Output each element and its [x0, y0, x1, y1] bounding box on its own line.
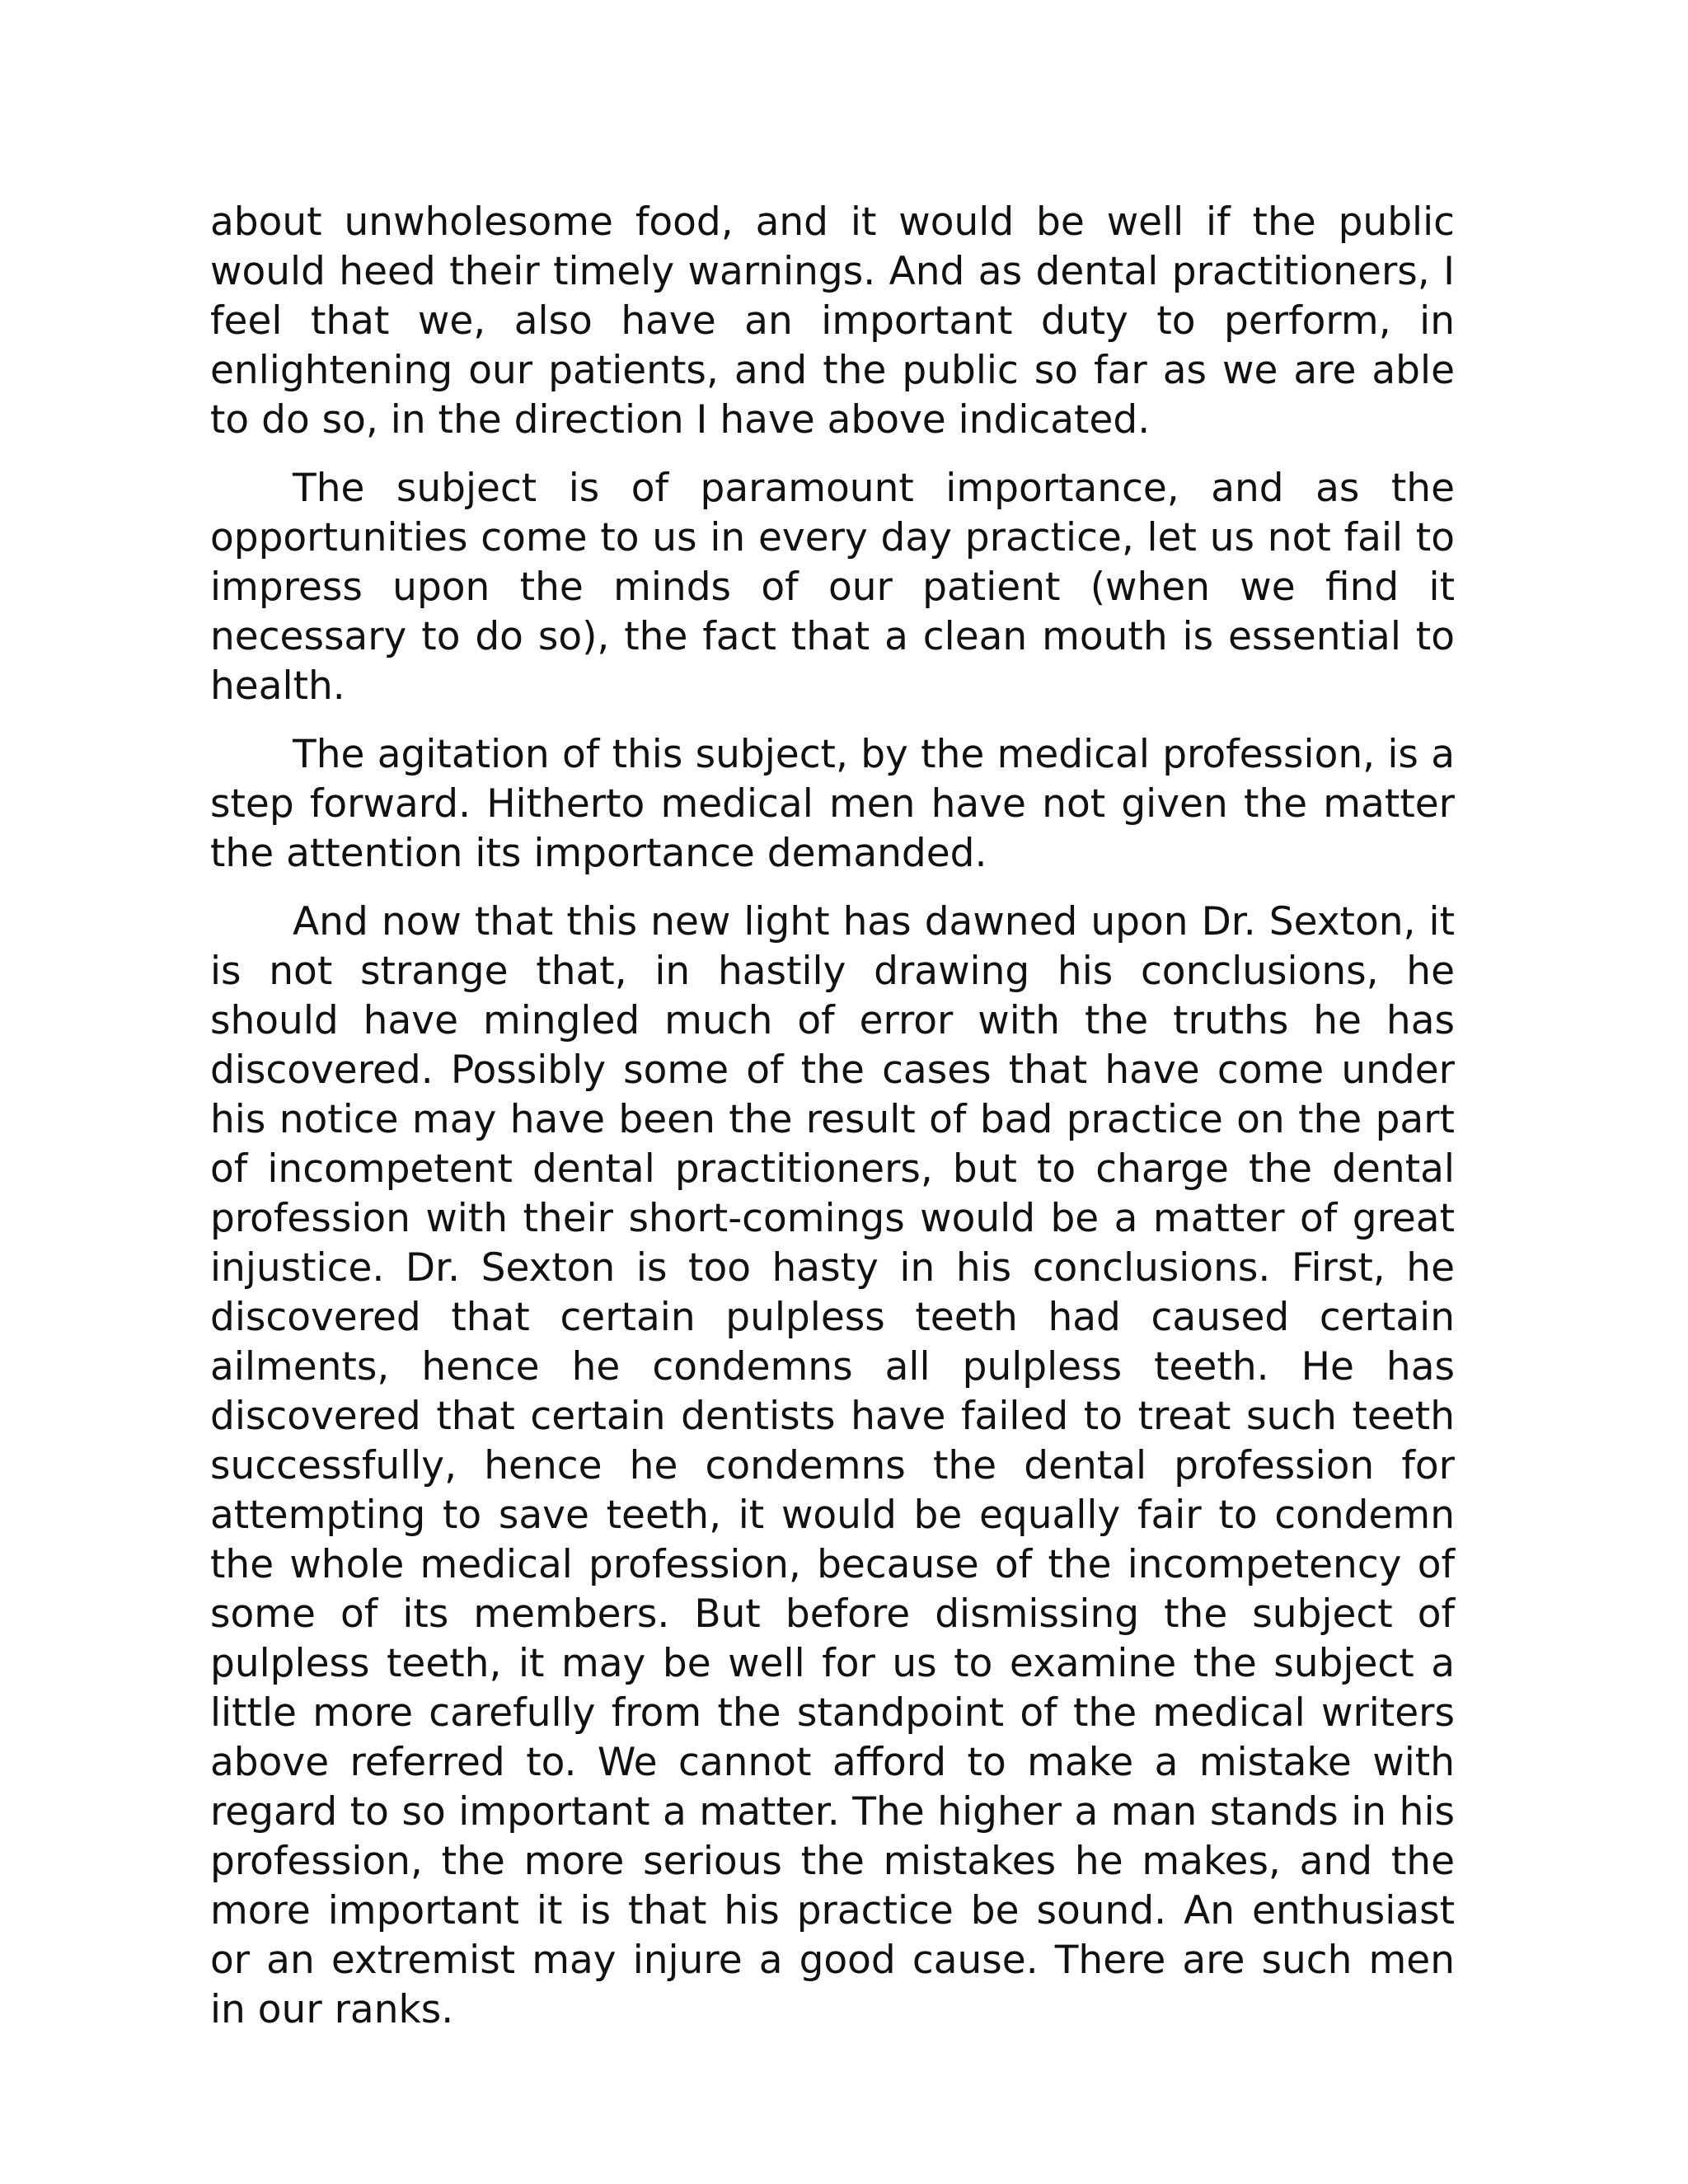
- body-text: [210, 198, 1455, 2054]
- paragraph-2: The subject is of paramount importance, and as the opportunities come to us in every day practice, let us not fail to impress upon the minds of our patient (when we find it necessary to do so), the fact that a clean mouth is essential to health.: [210, 466, 1455, 709]
- paragraph-4: And now that this new light has dawned upon Dr. Sexton, it is not strange that, in hastily drawing his conclusions, he should have mingled much of error with the truths he has discovered. Possibly some of the cases that have come under his notice may have been the result of bad practice on the part of incompetent dental practitioners, but to charge the dental profession with their short-comings would be a matter of great injustice. Dr. Sexton is too hasty in his conclusions. First, he discovered that certain pulpless teeth had caused certain ailments, hence he condemns all pulpless teeth. He has discovered that certain dentists have failed to treat such teeth successfully, hence he condemns the dental profession for attempting to save teeth, it would be equally fair to condemn the whole medical profession, because of the incompetency of some of its members. But before dismissing the subject of pulpless teeth, it may be well for us to examine the subject a little more carefully from the standpoint of the medical writers above referred to. We cannot afford to make a mistake with regard to so important a matter. The higher a man stands in his profession, the more serious the mistakes he makes, and the more important it is that his practice be sound. An enthusiast or an extremist may injure a good cause. There are such men in our ranks.: [210, 899, 1455, 2032]
- paragraph-3: The agitation of this subject, by the medical profession, is a step forward. Hitherto medical men have not given the matter the attention its importance demanded.: [210, 732, 1455, 876]
- paragraph-1: about unwholesome food, and it would be well if the public would heed their timely warnings. And as dental practitioners, I feel that we, also have an important duty to perform, in enlightening our patients, and the public so far as we are able to do so, in the direction I have above indicated.: [210, 199, 1455, 443]
